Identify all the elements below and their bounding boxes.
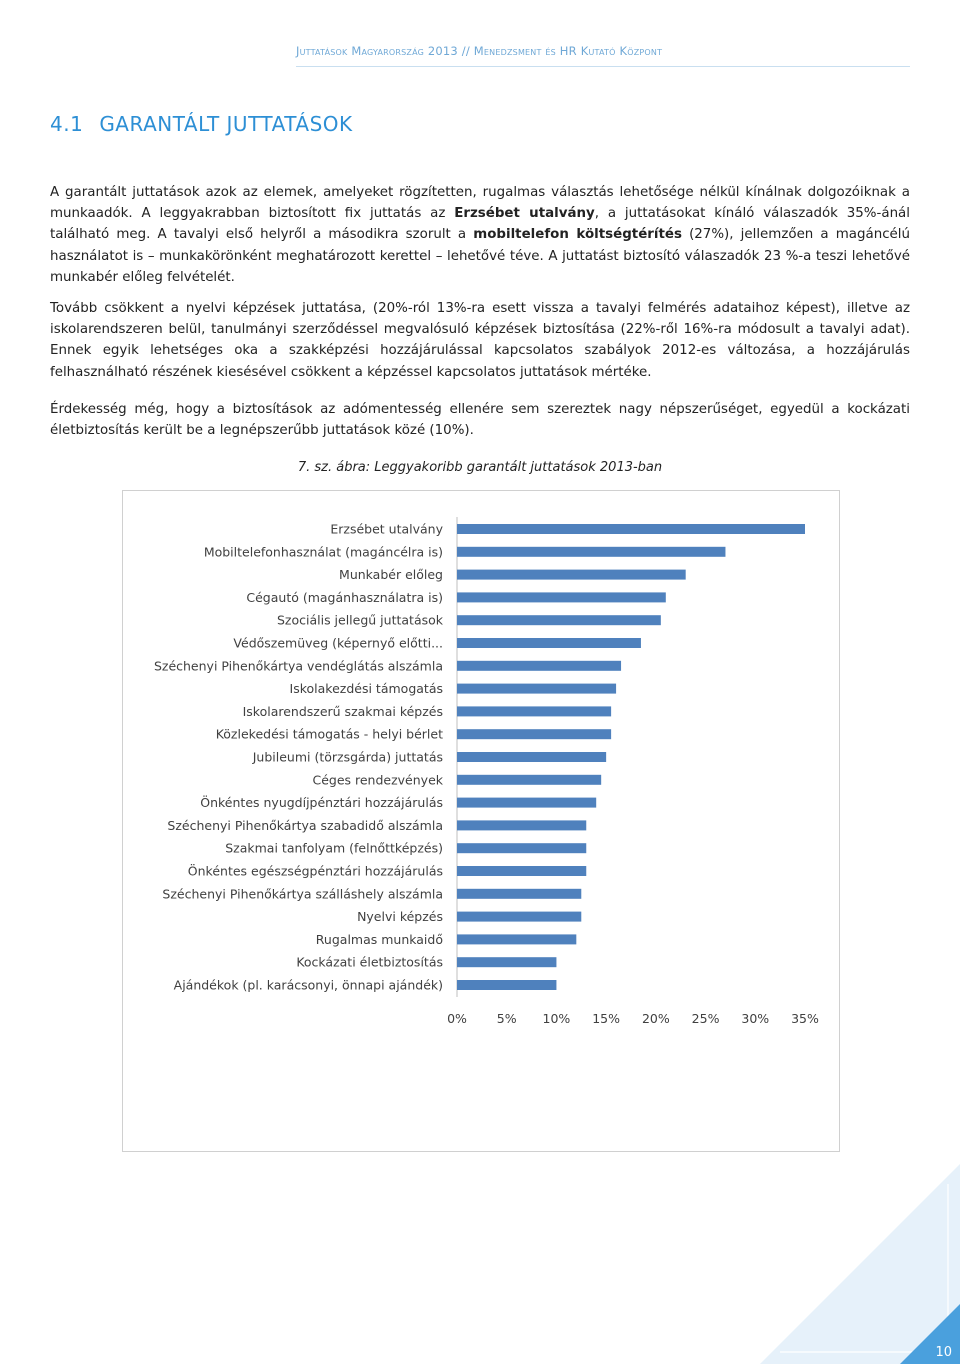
paragraph-language-training: Tovább csökkent a nyelvi képzések juttatása, (20%-ról 13%-ra esett vissza a tavalyi felmérés adataihoz képest), illetve az iskolarendszeren belül, tanulmányi szerződéssel megvalósuló képzések biztosítása (22%-ről 16%-ra módosult a tavalyi adat). Ennek egyik lehetséges oka a szakképzési hozzájárulással kapcsolatos szabályok 2012-es változása, a hozzájárulás felhasználható részének kiesésével csökkent a képzéssel kapcsolatos juttatások mértéke. [50, 301, 910, 380]
category-label: Jubileumi (törzsgárda) juttatás [252, 749, 443, 765]
bar [457, 843, 586, 853]
category-label: Rugalmas munkaidő [315, 931, 443, 947]
category-label: Védőszemüveg (képernyő előtti... [233, 635, 443, 651]
section-number: 4.1 [50, 112, 84, 136]
bar [457, 615, 661, 625]
category-label: Iskolakezdési támogatás [289, 681, 443, 697]
p1-bold-erzsebet: Erzsébet utalvány [454, 206, 595, 222]
category-label: Önkéntes nyugdíjpénztári hozzájárulás [200, 795, 443, 811]
section-title: GARANTÁLT JUTTATÁSOK [99, 112, 353, 136]
category-label: Cégautó (magánhasználatra is) [246, 589, 443, 605]
bar [457, 570, 686, 580]
running-head: Juttatások Magyarország 2013 // Menedzsment és HR Kutató Központ [296, 44, 663, 58]
category-label: Széchenyi Pihenőkártya szálláshely alszámla [162, 886, 443, 902]
x-tick-label: 35% [791, 1011, 819, 1026]
bar-chart-frame [122, 490, 840, 1152]
bar [457, 547, 725, 557]
bar [457, 706, 611, 716]
category-label: Munkabér előleg [339, 567, 443, 583]
bar [457, 957, 556, 967]
p1-bold-mobil: mobiltelefon költségtérítés [473, 227, 682, 243]
page-number: 10 [935, 1345, 952, 1360]
x-tick-label: 0% [447, 1011, 467, 1026]
paragraph-insurance: Érdekesség még, hogy a biztosítások az adómentesség ellenére sem szereztek nagy népszerűséget, egyedül a kockázati életbiztosítás került be a legnépszerűbb juttatások közé (10%). [50, 402, 910, 439]
bar [457, 638, 641, 648]
bar [457, 752, 606, 762]
x-tick-label: 20% [641, 1011, 670, 1026]
bar-chart [123, 491, 839, 1151]
x-tick-label: 25% [691, 1011, 720, 1026]
bar [457, 798, 596, 808]
category-label: Széchenyi Pihenőkártya szabadidő alszámla [167, 817, 443, 833]
bar [457, 820, 586, 830]
p1-text-d: (27%), jellemzően a magáncélú használatot is – munkakörönként meghatározott kerettel – lehetővé téve. A juttatást biztosító válaszadók 23 %-a teszi lehetővé munkabér előleg felvételét. [50, 227, 911, 285]
bar [457, 980, 556, 990]
paragraph-intro [50, 182, 910, 288]
bar [457, 912, 581, 922]
section-heading [50, 112, 353, 136]
x-tick-label: 15% [592, 1011, 621, 1026]
category-label: Iskolarendszerű szakmai képzés [242, 703, 443, 719]
category-label: Kockázati életbiztosítás [296, 954, 443, 970]
x-tick-label: 5% [496, 1011, 517, 1026]
x-tick-label: 10% [542, 1011, 571, 1026]
bar [457, 729, 611, 739]
header-divider [296, 66, 910, 67]
p1-text-c: , a juttatásokat kínáló válaszadók 35%-ánál található meg. A tavalyi első helyről a másodikra szorult a [50, 206, 910, 243]
category-label: Önkéntes egészségpénztári hozzájárulás [187, 863, 443, 879]
category-label: Szakmai tanfolyam (felnőttképzés) [225, 840, 443, 856]
page-corner-decoration [760, 1164, 960, 1364]
figure-caption: 7. sz. ábra: Leggyakoribb garantált juttatások 2013-ban [297, 460, 663, 475]
bar [457, 684, 616, 694]
x-tick-label: 30% [741, 1011, 770, 1026]
category-label: Közlekedési támogatás - helyi bérlet [215, 726, 443, 742]
category-label: Erzsébet utalvány [330, 521, 443, 537]
bar [457, 524, 805, 534]
category-label: Mobiltelefonhasználat (magáncélra is) [203, 544, 443, 560]
category-label: Ajándékok (pl. karácsonyi, önnapi ajándék) [173, 977, 443, 993]
bar [457, 592, 666, 602]
category-label: Céges rendezvények [312, 772, 443, 788]
bar [457, 661, 621, 671]
bar [457, 866, 586, 876]
bar [457, 934, 576, 944]
category-label: Széchenyi Pihenőkártya vendéglátás alszámla [153, 658, 443, 674]
category-label: Nyelvi képzés [357, 909, 443, 925]
p1-text-a: A garantált juttatások azok az elemek, amelyeket rögzítetten, rugalmas választás lehetősége nélkül kínálnak dolgozóiknak a munkaadók. A leggyakrabban biztosított fix juttatás az [50, 185, 910, 222]
bar [457, 889, 581, 899]
bar [457, 775, 601, 785]
category-label: Szociális jellegű juttatások [276, 612, 443, 628]
